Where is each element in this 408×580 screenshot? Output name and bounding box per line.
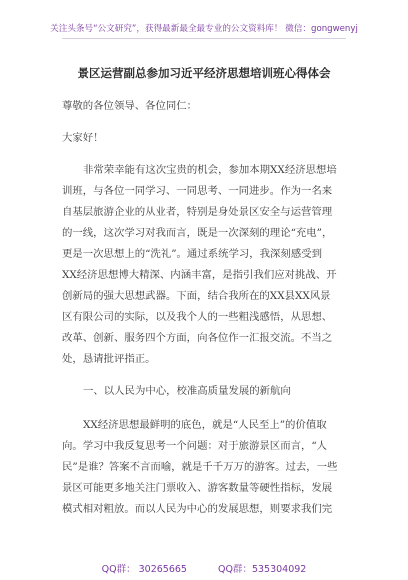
paragraph-line: 区有限公司的实际，以及我个人的一些粗浅感悟，从思想、 (62, 311, 333, 323)
paragraph-line: 自基层旅游企业的从业者，特别是身处景区安全与运营管理 (62, 206, 333, 218)
document-title: 景区运营副总参加习近平经济思想培训班心得体会 (77, 66, 331, 80)
footer-qq-group-2: QQ群：535304092 (218, 564, 307, 575)
paragraph-line: 景区可能更多地关注门票收入、游客数量等硬性指标，发展 (62, 482, 333, 494)
paragraph-line: 向。学习中我反复思考一个问题：对于旅游景区而言，“人 (62, 440, 328, 452)
paragraph-line: 改革、创新、服务四个方面，向各位作一汇报交流。不当之 (62, 332, 333, 344)
salutation-line: 尊敬的各位领导、各位同仁： (62, 100, 198, 112)
paragraph-line: 的一线，这次学习对我而言，既是一次深刻的理论“充电”， (62, 227, 333, 239)
paragraph-line: 训班，与各位一同学习、一同思考、一同进步。作为一名来 (62, 185, 333, 197)
section-heading: 一、以人民为中心，校准高质量发展的新航向 (83, 385, 291, 397)
header-divider (62, 38, 346, 39)
greeting-line: 大家好！ (62, 132, 104, 144)
paragraph-line: 非常荣幸能有这次宝贵的机会，参加本期XX经济思想培 (83, 164, 337, 176)
paragraph-line: 处，恳请批评指正。 (62, 353, 156, 365)
footer-qq-group-1: QQ群： 30265665 (101, 564, 187, 575)
paragraph-line: 民”是谁？答案不言而喻，就是千千万万的游客。过去，一些 (62, 461, 338, 473)
header-banner: 关注头条号“公文研究”，获得最新最全最专业的公文资料库！ 微信：gongwenyj (50, 24, 358, 34)
paragraph-line: XX经济思想最鲜明的底色，就是“人民至上”的价值取 (83, 419, 327, 431)
paragraph-line: 创新局的强大思想武器。下面，结合我所在的XX县XX风景 (62, 290, 331, 302)
paragraph-line: 更是一次思想上的“洗礼”。通过系统学习，我深刻感受到 (62, 248, 322, 260)
footer-contacts (0, 561, 408, 575)
paragraph-line: XX经济思想博大精深、内涵丰富，是指引我们应对挑战、开 (62, 269, 337, 281)
paragraph-line: 模式相对粗放。而以人民为中心的发展思想，则要求我们完 (62, 503, 333, 515)
